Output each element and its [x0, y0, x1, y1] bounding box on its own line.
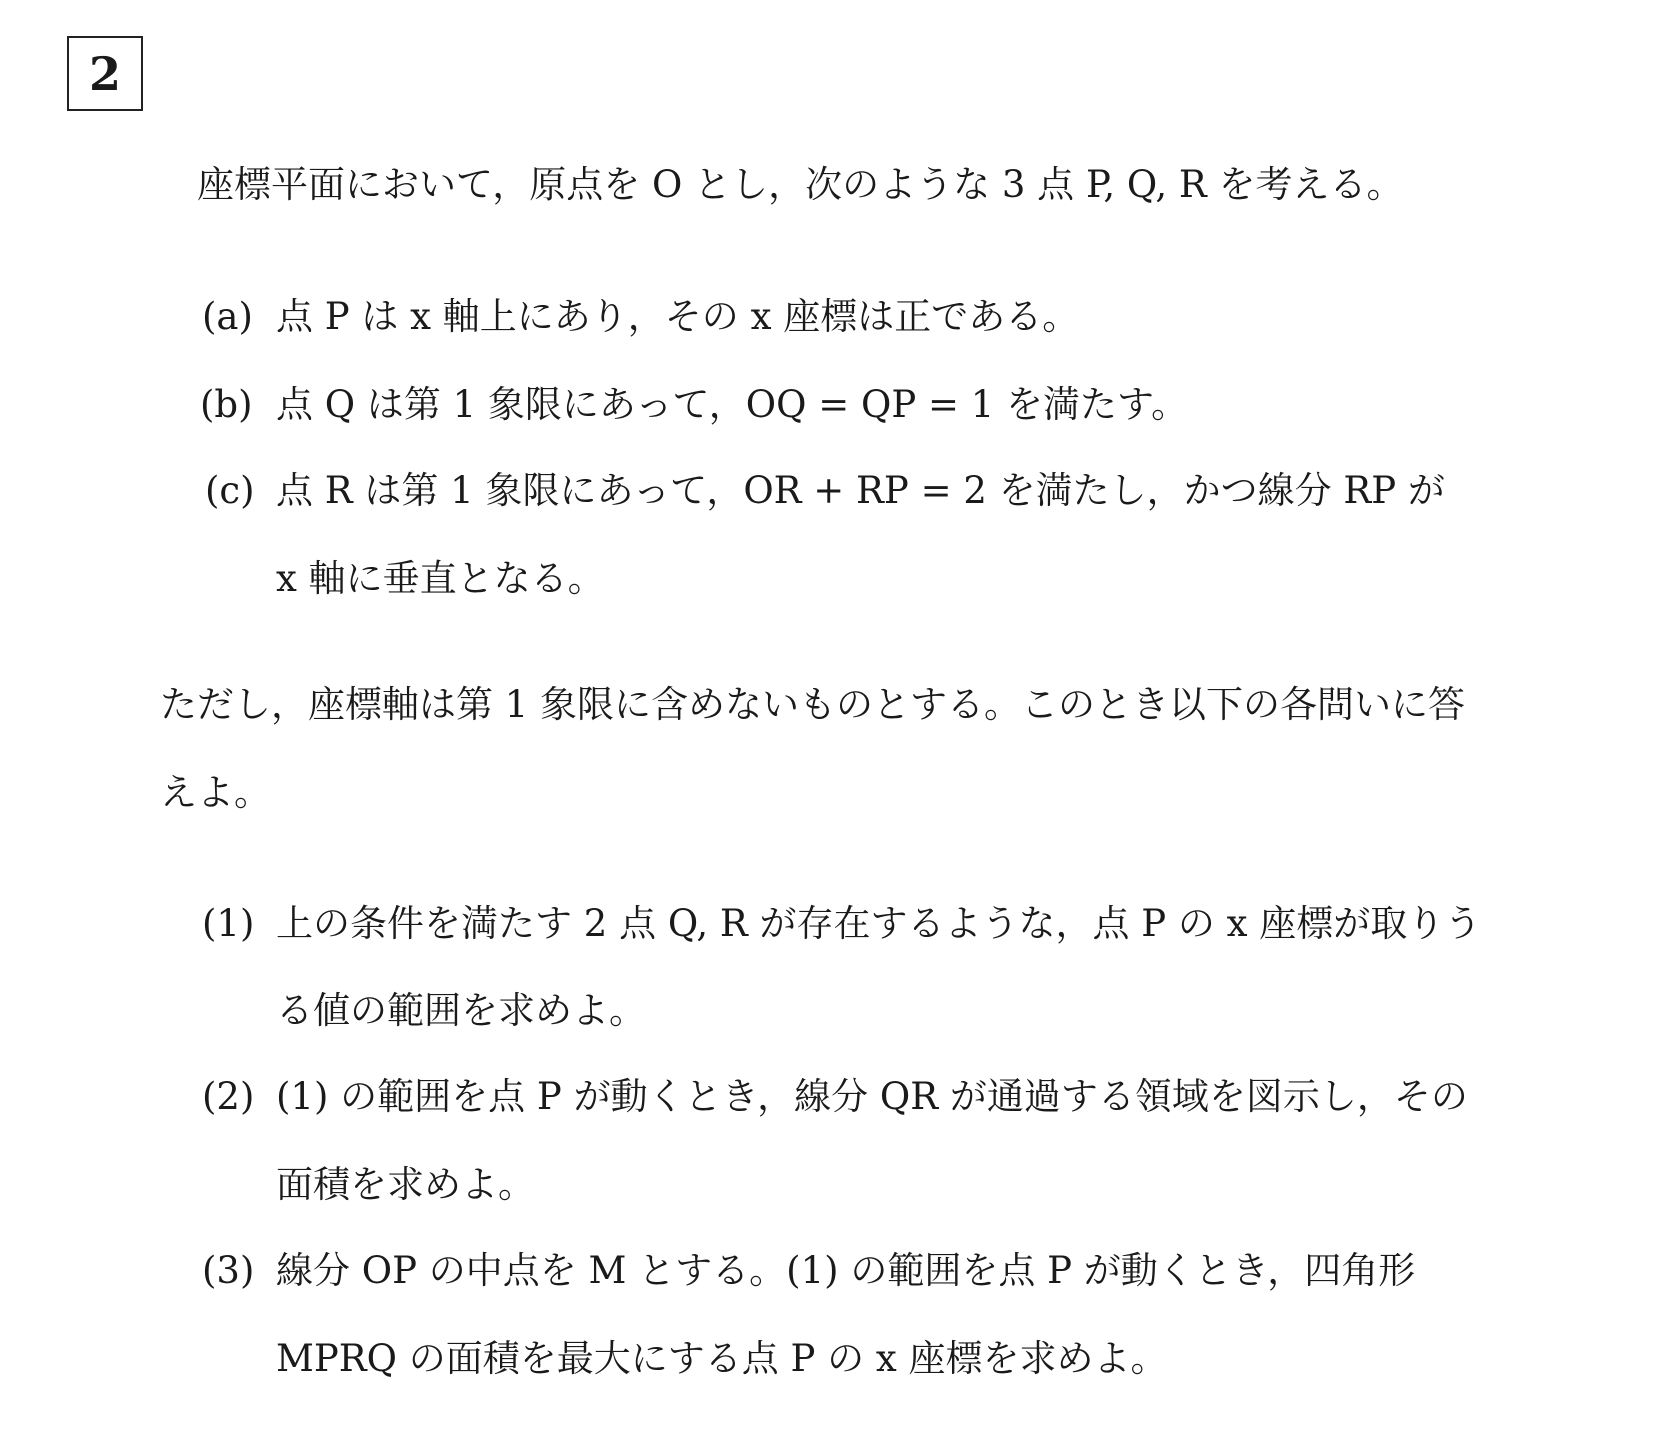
note-text-line1: ただし，座標軸は第 1 象限に含めないものとする。このとき以下の各問いに答	[160, 683, 1466, 726]
question-3-text-line2: MPRQ の面積を最大にする点 P の x 座標を求めよ。	[276, 1337, 1168, 1380]
question-3-label: (3)	[202, 1249, 255, 1292]
condition-b-text: 点 Q は第 1 象限にあって，OQ = QP = 1 を満たす。	[276, 383, 1189, 426]
question-2-label: (2)	[202, 1075, 255, 1118]
condition-c-text-line1: 点 R は第 1 象限にあって，OR + RP = 2 を満たし，かつ線分 RP が	[276, 469, 1445, 512]
problem-number: 2	[88, 46, 121, 101]
question-3-text-line1: 線分 OP の中点を M とする。(1) の範囲を点 P が動くとき，四角形	[276, 1249, 1416, 1292]
question-2-text-line2: 面積を求めよ。	[276, 1163, 535, 1206]
question-1-label: (1)	[202, 902, 255, 945]
note-text-line2: えよ。	[160, 771, 271, 814]
question-1-text-line1: 上の条件を満たす 2 点 Q, R が存在するような，点 P の x 座標が取りう	[276, 902, 1482, 945]
intro-text: 座標平面において，原点を O とし，次のような 3 点 P, Q, R を考える。	[197, 163, 1404, 206]
condition-c-label: (c)	[205, 469, 255, 512]
condition-a-label: (a)	[202, 295, 253, 338]
question-2-text-line1: (1) の範囲を点 P が動くとき，線分 QR が通過する領域を図示し，その	[276, 1075, 1468, 1118]
condition-a-text: 点 P は x 軸上にあり，その x 座標は正である。	[276, 295, 1080, 338]
condition-b-label: (b)	[200, 383, 253, 426]
question-1-text-line2: る値の範囲を求めよ。	[276, 989, 646, 1032]
condition-c-text-line2: x 軸に垂直となる。	[276, 557, 605, 600]
problem-number-box	[67, 36, 143, 111]
